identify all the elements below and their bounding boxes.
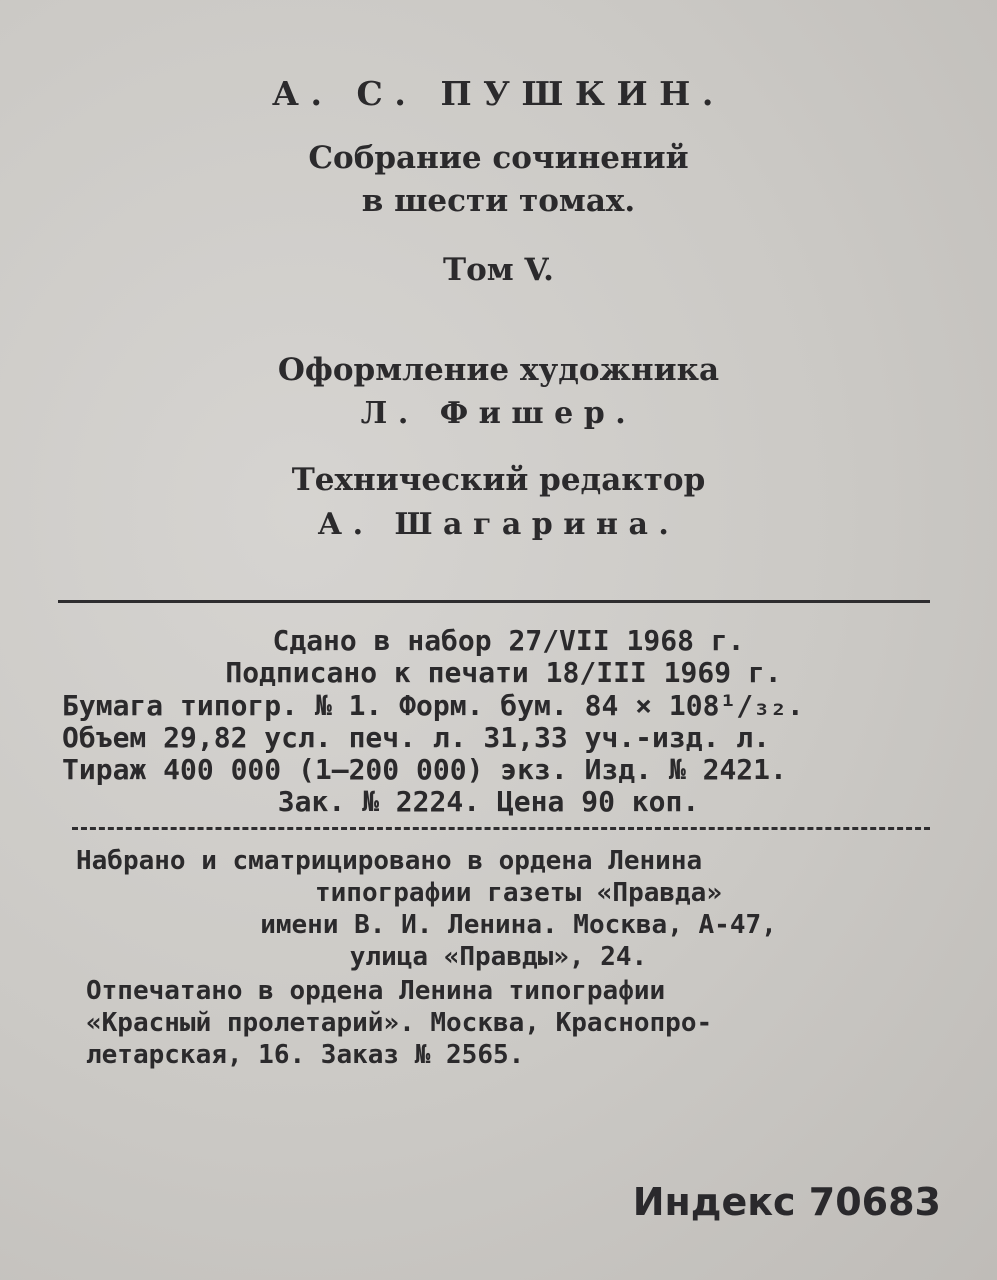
bottom-divider: [72, 827, 930, 830]
printed-line1: Отпечатано в ордена Ленина типографии: [86, 976, 666, 1006]
tech-editor-role: Технический редактор: [291, 462, 706, 498]
volume-number: Том V.: [443, 252, 554, 288]
design-role: Оформление художника: [277, 352, 720, 388]
tech-editor-name: А. Шагарина.: [317, 507, 680, 542]
print-detail-typeset-date: Сдано в набор 27/VII 1968 г.: [272, 624, 745, 657]
design-name: Л. Фишер.: [360, 396, 637, 431]
typeset-line1: Набрано и сматрицировано в ордена Ленина: [76, 846, 703, 876]
author-name: А. С. ПУШКИН.: [272, 74, 725, 113]
printed-line2: «Красный пролетарий». Москва, Краснопро-: [86, 1008, 713, 1038]
printed-line3: летарская, 16. Заказ № 2565.: [86, 1040, 525, 1070]
collection-title-line1: Собрание сочинений: [308, 140, 689, 176]
print-detail-volume: Объем 29,82 усл. печ. л. 31,33 уч.-изд. л.: [62, 721, 771, 754]
typeset-line2: типографии газеты «Правда»: [315, 878, 722, 908]
typeset-line3: имени В. И. Ленина. Москва, А-47,: [260, 910, 777, 940]
print-detail-order-price: Зак. № 2224. Цена 90 коп.: [277, 785, 700, 818]
print-detail-signed-date: Подписано к печати 18/III 1969 г.: [225, 656, 782, 689]
print-detail-paper: Бумага типогр. № 1. Форм. бум. 84 × 108¹/₃₂.: [62, 689, 804, 722]
index-number: Индекс 70683: [632, 1180, 941, 1224]
typeset-line4: улица «Правды», 24.: [349, 942, 648, 972]
top-divider: [58, 600, 930, 603]
collection-title-line2: в шести томах.: [361, 183, 636, 219]
print-detail-run: Тираж 400 000 (1—200 000) экз. Изд. № 2421.: [62, 753, 787, 786]
